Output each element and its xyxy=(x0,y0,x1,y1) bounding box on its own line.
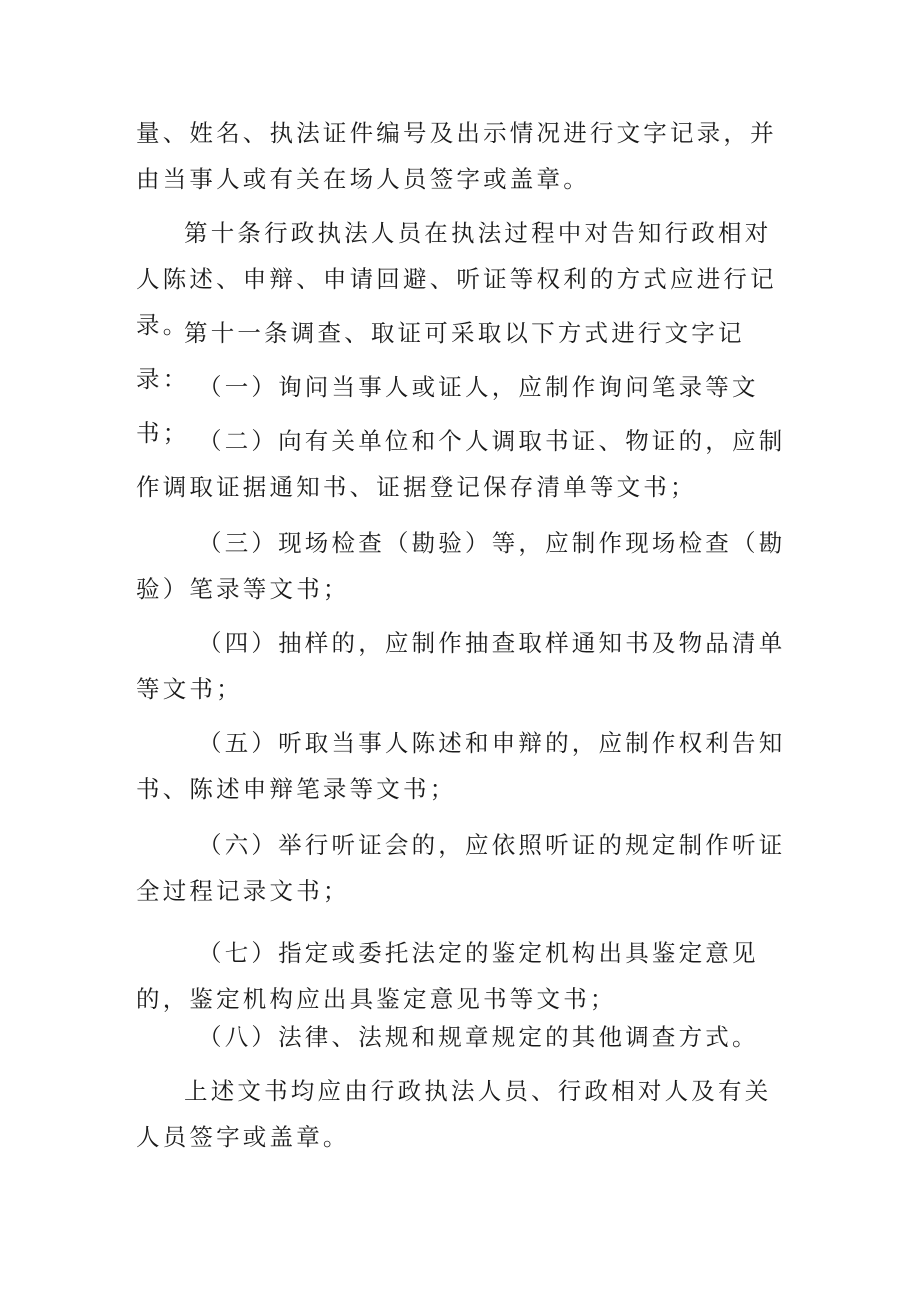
list-item-2: （二）向有关单位和个人调取书证、物证的，应制作调取证据通知书、证据登记保存清单等文书； xyxy=(136,427,786,501)
paragraph-article-11: 第十一条调查、取证可采取以下方式进行文字记录： xyxy=(136,319,745,393)
list-item-6: （六）举行听证会的，应依照听证的规定制作听证全过程记录文书； xyxy=(136,831,786,905)
list-item-8: （八）法律、法规和规章规定的其他调查方式。 xyxy=(198,1023,759,1051)
list-item-4: （四）抽样的，应制作抽查取样通知书及物品清单等文书； xyxy=(136,629,786,703)
paragraph-signature-requirement: 上述文书均应由行政执法人员、行政相对人及有关人员签字或盖章。 xyxy=(136,1077,772,1151)
paragraph-continuation: 量、姓名、执法证件编号及出示情况进行文字记录，并由当事人或有关在场人员签字或盖章。 xyxy=(136,119,777,193)
list-item-7: （七）指定或委托法定的鉴定机构出具鉴定意见的，鉴定机构应出具鉴定意见书等文书； xyxy=(136,939,759,1013)
paragraph-article-10: 第十条行政执法人员在执法过程中对告知行政相对人陈述、申辩、申请回避、听证等权利的方式应进行记录。 xyxy=(136,219,777,339)
list-item-3: （三）现场检查（勘验）等，应制作现场检查（勘验）笔录等文书； xyxy=(136,529,786,603)
list-item-5: （五）听取当事人陈述和申辩的，应制作权利告知书、陈述申辩笔录等文书； xyxy=(136,729,786,803)
list-item-1: （一）询问当事人或证人，应制作询问笔录等文书； xyxy=(136,373,759,447)
